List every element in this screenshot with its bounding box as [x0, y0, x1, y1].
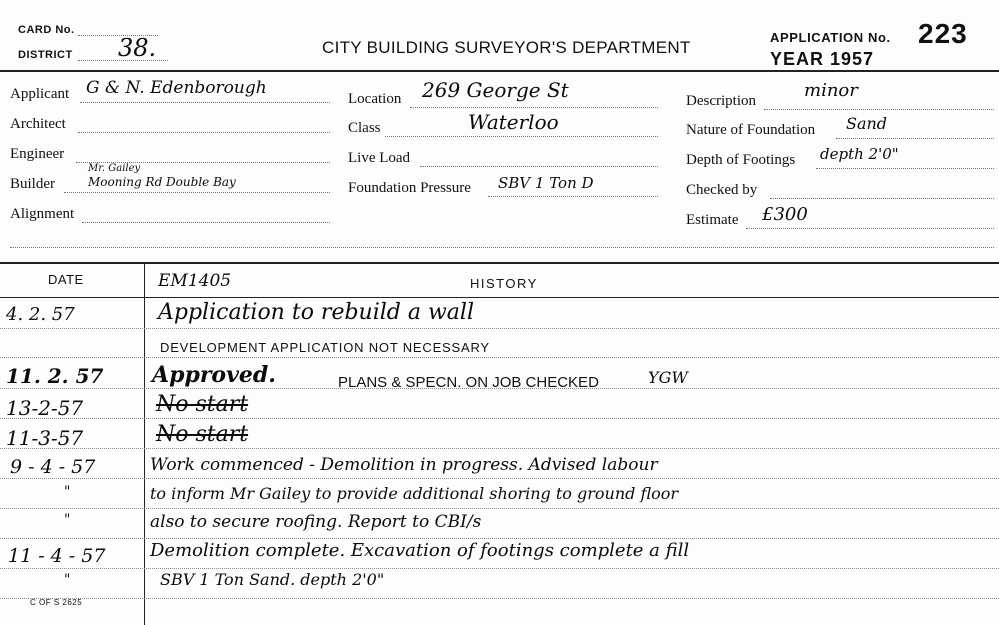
column-divider — [144, 262, 145, 625]
alignment-label: Alignment — [10, 206, 75, 222]
district-label: DISTRICT — [18, 49, 73, 61]
location-value: 269 George St — [422, 78, 569, 102]
history-column-header: HISTORY — [470, 276, 538, 291]
form-code: C OF S 2625 — [30, 598, 83, 607]
history-date: 11-3-57 — [6, 426, 84, 450]
plans-checked-stamp: PLANS & SPECN. ON JOB CHECKED — [338, 374, 599, 391]
checked-by-label: Checked by — [686, 182, 758, 198]
description-label: Description — [686, 93, 756, 109]
builder-value-line2: Mooning Rd Double Bay — [88, 175, 236, 189]
history-date: 4. 2. 57 — [6, 304, 75, 325]
builder-label: Builder — [10, 176, 55, 192]
history-date: 9 - 4 - 57 — [10, 456, 96, 478]
history-reference: EM1405 — [158, 271, 232, 291]
application-no-value: 223 — [918, 18, 968, 49]
engineer-label: Engineer — [10, 146, 65, 162]
class-label: Class — [348, 120, 381, 136]
history-text: Work commenced - Demolition in progress. Advised labour — [150, 455, 658, 475]
history-date: " — [64, 572, 71, 588]
card-no-label: CARD No. — [18, 24, 75, 36]
history-text: No start — [156, 392, 249, 417]
history-text: Application to rebuild a wall — [158, 300, 474, 325]
district-value: 38. — [118, 34, 157, 62]
builder-value-line1: Mr. Gailey — [88, 163, 141, 174]
history-date: 11 - 4 - 57 — [8, 545, 106, 567]
estimate-value: £300 — [762, 204, 808, 225]
history-date: 11. 2. 57 — [6, 364, 104, 388]
history-text: SBV 1 Ton Sand. depth 2'0" — [160, 570, 385, 589]
history-text: Approved. — [152, 362, 276, 388]
depth-of-footings-label: Depth of Footings — [686, 152, 796, 168]
history-text: No start — [156, 422, 249, 447]
history-stamp: DEVELOPMENT APPLICATION NOT NECESSARY — [160, 340, 490, 355]
foundation-pressure-value: SBV 1 Ton D — [498, 174, 594, 192]
estimate-label: Estimate — [686, 212, 739, 228]
nature-of-foundation-value: Sand — [846, 114, 888, 133]
live-load-label: Live Load — [348, 150, 411, 166]
history-date: " — [64, 484, 71, 500]
description-value: minor — [804, 80, 858, 101]
architect-label: Architect — [10, 116, 66, 132]
history-text: Demolition complete. Excavation of footings complete a fill — [150, 540, 690, 561]
history-date: 13-2-57 — [6, 396, 84, 420]
history-date: " — [64, 512, 71, 528]
checker-initials: YGW — [648, 368, 688, 387]
class-value: Waterloo — [468, 110, 559, 134]
depth-of-footings-value: depth 2'0" — [820, 145, 899, 163]
applicant-label: Applicant — [10, 86, 70, 102]
applicant-value: G & N. Edenborough — [86, 78, 267, 98]
application-no-label: APPLICATION No. — [770, 30, 891, 45]
date-column-header: DATE — [48, 272, 84, 287]
nature-of-foundation-label: Nature of Foundation — [686, 122, 816, 138]
department-title: CITY BUILDING SURVEYOR'S DEPARTMENT — [322, 38, 691, 57]
foundation-pressure-label: Foundation Pressure — [348, 180, 471, 196]
history-text: to inform Mr Gailey to provide additional shoring to ground floor — [150, 484, 679, 503]
location-label: Location — [348, 91, 402, 107]
year: YEAR 1957 — [770, 49, 875, 69]
history-text: also to secure roofing. Report to CBI/s — [150, 512, 482, 532]
